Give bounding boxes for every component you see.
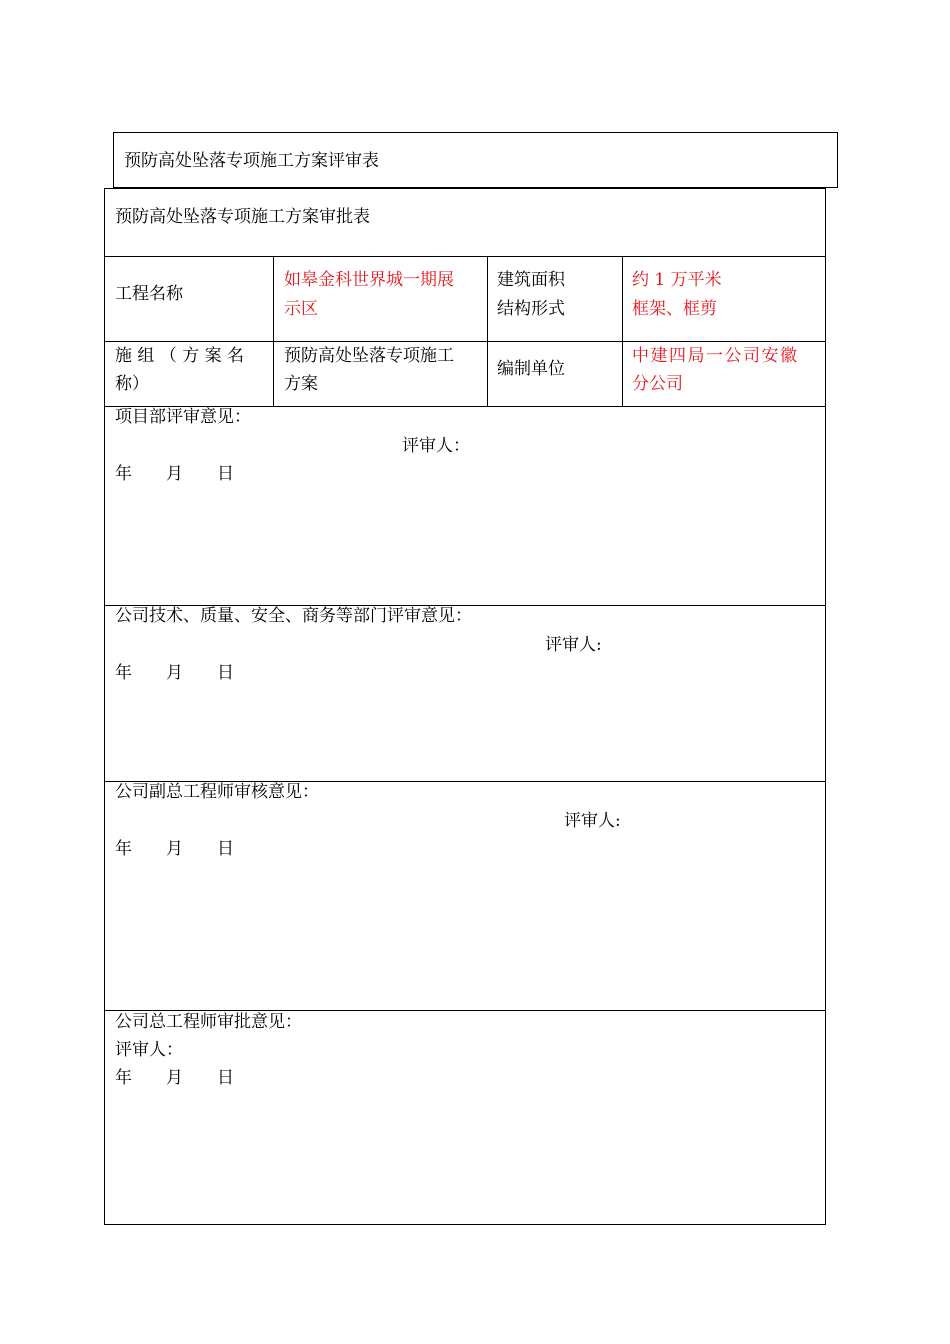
project-name-value-line2: 示区 [284,299,318,319]
project-name-label: 工程名称 [115,284,183,304]
structure-label: 结构形式 [497,299,565,319]
plan-name-label-line1: 施 组 （ 方 案 名 [115,346,245,366]
unit-value-line1: 中建四局一公司安徽 [632,346,799,366]
column-divider [273,256,274,406]
approval-form-title: 预防高处坠落专项施工方案审批表 [115,207,370,227]
date-line: 年 月 日 [115,839,234,859]
row-divider [105,256,825,257]
structure-value: 框架、框剪 [632,299,717,319]
unit-value-line2: 分公司 [632,374,683,394]
section-heading: 公司副总工程师审核意见： [115,782,319,802]
section-heading: 公司总工程师审批意见： [115,1012,302,1032]
column-divider [622,256,623,406]
plan-name-label-line2: 称） [115,374,149,394]
project-name-value-line1: 如皋金科世界城一期展 [284,270,454,290]
date-line: 年 月 日 [115,1068,234,1088]
review-form-title-box [113,132,838,188]
plan-name-value-line2: 方案 [284,374,318,394]
section-heading: 公司技术、质量、安全、商务等部门评审意见： [115,606,472,626]
area-label: 建筑面积 [497,270,565,290]
unit-label: 编制单位 [497,359,565,379]
reviewer-label: 评审人： [115,1040,183,1060]
reviewer-label: 评审人： [402,436,470,456]
section-heading: 项目部评审意见： [115,407,251,427]
column-divider [487,256,488,406]
approval-form-table [104,188,826,1225]
reviewer-label: 评审人: [545,635,602,655]
area-value: 约 1 万平米 [632,270,722,290]
review-form-title: 预防高处坠落专项施工方案评审表 [124,151,379,171]
date-line: 年 月 日 [115,663,234,683]
date-line: 年 月 日 [115,464,234,484]
reviewer-label: 评审人: [564,811,621,831]
plan-name-value-line1: 预防高处坠落专项施工 [284,346,454,366]
